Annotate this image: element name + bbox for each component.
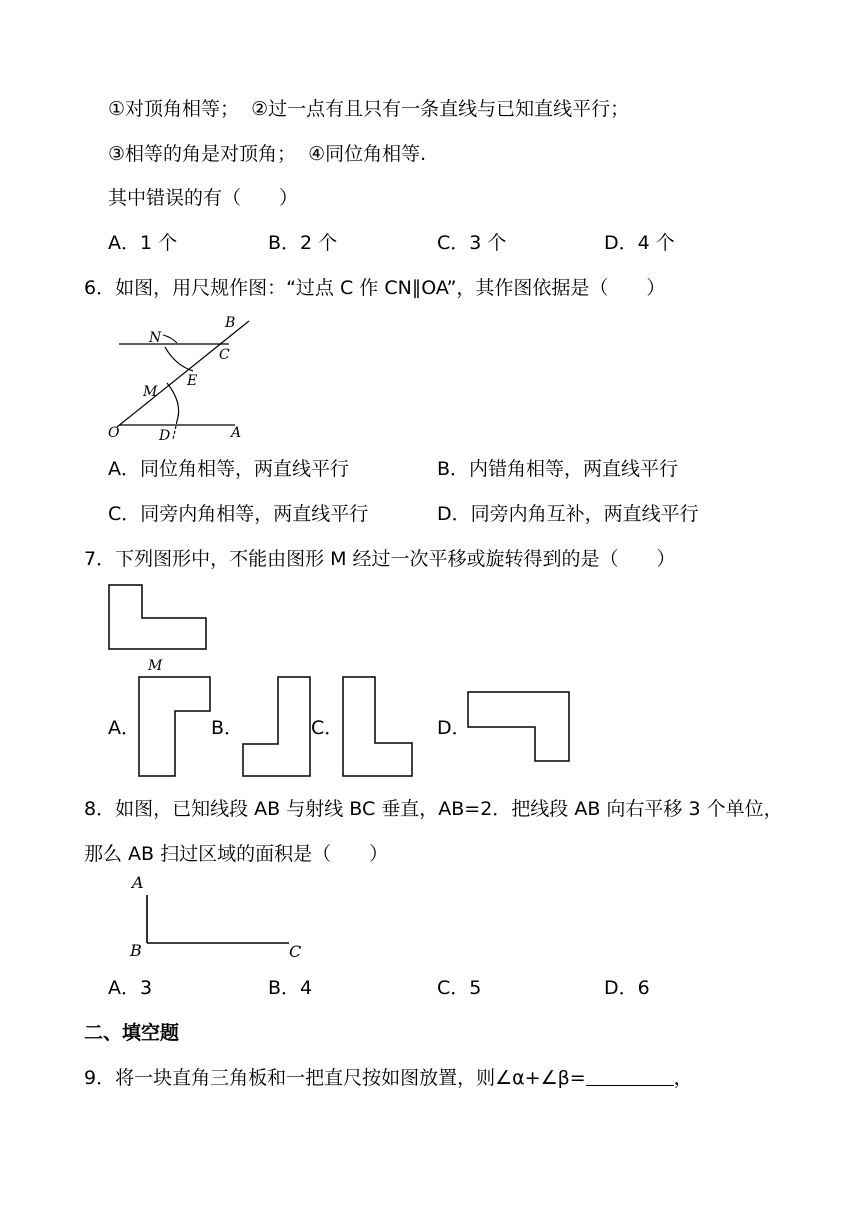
q8-option-b: B．4 bbox=[268, 977, 313, 999]
q6-option-b: B．内错角相等，两直线平行 bbox=[437, 458, 679, 480]
question-8-stem-line-2: 那么 AB 扫过区域的面积是（ ） bbox=[84, 843, 389, 865]
statement-line-1: ①对顶角相等； ②过一点有且只有一条直线与已知直线平行； bbox=[108, 98, 630, 120]
q7-option-b: B． bbox=[211, 717, 244, 739]
arc-n-small bbox=[163, 335, 177, 343]
label-m: M bbox=[143, 384, 158, 400]
question-5-prompt: 其中错误的有（ ） bbox=[108, 187, 299, 209]
label-o: O bbox=[108, 425, 120, 441]
q7-option-c: C． bbox=[311, 717, 344, 739]
statement-line-2: ③相等的角是对顶角； ④同位角相等. bbox=[108, 143, 427, 165]
label-c: C bbox=[219, 347, 230, 363]
label-b: B bbox=[130, 941, 142, 960]
line-ob bbox=[117, 321, 249, 427]
question-8-stem-line-1: 8．如图，已知线段 AB 与射线 BC 垂直，AB=2．把线段 AB 向右平移 3 个单位， bbox=[84, 798, 783, 820]
q7-shape-a bbox=[137, 675, 213, 779]
label-a: A bbox=[132, 873, 144, 892]
question-6-stem: 6．如图，用尺规作图：“过点 C 作 CN∥OA”，其作图依据是（ ） bbox=[84, 277, 666, 299]
section-heading: 二、填空题 bbox=[84, 1022, 180, 1044]
q6-option-d: D．同旁内角互补，两直线平行 bbox=[437, 503, 699, 525]
shape-m bbox=[109, 585, 206, 649]
arc-ne bbox=[165, 347, 193, 371]
q8-option-c: C．5 bbox=[437, 977, 482, 999]
shape-m-label: M bbox=[148, 658, 163, 674]
q7-shape-b bbox=[241, 675, 313, 779]
q8-option-a: A．3 bbox=[108, 977, 153, 999]
q5-option-a: A．1 个 bbox=[108, 232, 178, 254]
answer-blank[interactable] bbox=[586, 1067, 674, 1086]
label-d: D bbox=[159, 428, 171, 444]
label-n: N bbox=[149, 330, 162, 346]
label-a: A bbox=[231, 425, 242, 441]
q7-shape-c bbox=[341, 675, 415, 779]
q5-option-d: D．4 个 bbox=[604, 232, 675, 254]
q8-option-d: D．6 bbox=[604, 977, 650, 999]
arc-md-dashed bbox=[173, 421, 177, 439]
q8-figure bbox=[124, 873, 324, 963]
q5-option-c: C．3 个 bbox=[437, 232, 507, 254]
q7-option-a: A． bbox=[108, 717, 140, 739]
q7-option-d: D． bbox=[437, 717, 471, 739]
shape-m-figure bbox=[106, 582, 216, 677]
arc-md-solid bbox=[167, 383, 179, 421]
label-e: E bbox=[187, 373, 198, 389]
question-9-tail: ， bbox=[673, 1067, 693, 1089]
q6-option-c: C．同旁内角相等，两直线平行 bbox=[108, 503, 369, 525]
question-9-stem bbox=[84, 1066, 693, 1090]
q6-construction-figure bbox=[105, 313, 265, 447]
label-c: C bbox=[289, 942, 302, 961]
question-9-text: 9．将一块直角三角板和一把直尺按如图放置，则∠α+∠β= bbox=[84, 1067, 586, 1089]
q5-option-b: B．2 个 bbox=[268, 232, 338, 254]
q6-option-a: A．同位角相等，两直线平行 bbox=[108, 458, 349, 480]
label-b: B bbox=[225, 315, 236, 331]
question-7-stem: 7．下列图形中，不能由图形 M 经过一次平移或旋转得到的是（ ） bbox=[84, 548, 676, 570]
q7-shape-d bbox=[466, 690, 572, 764]
